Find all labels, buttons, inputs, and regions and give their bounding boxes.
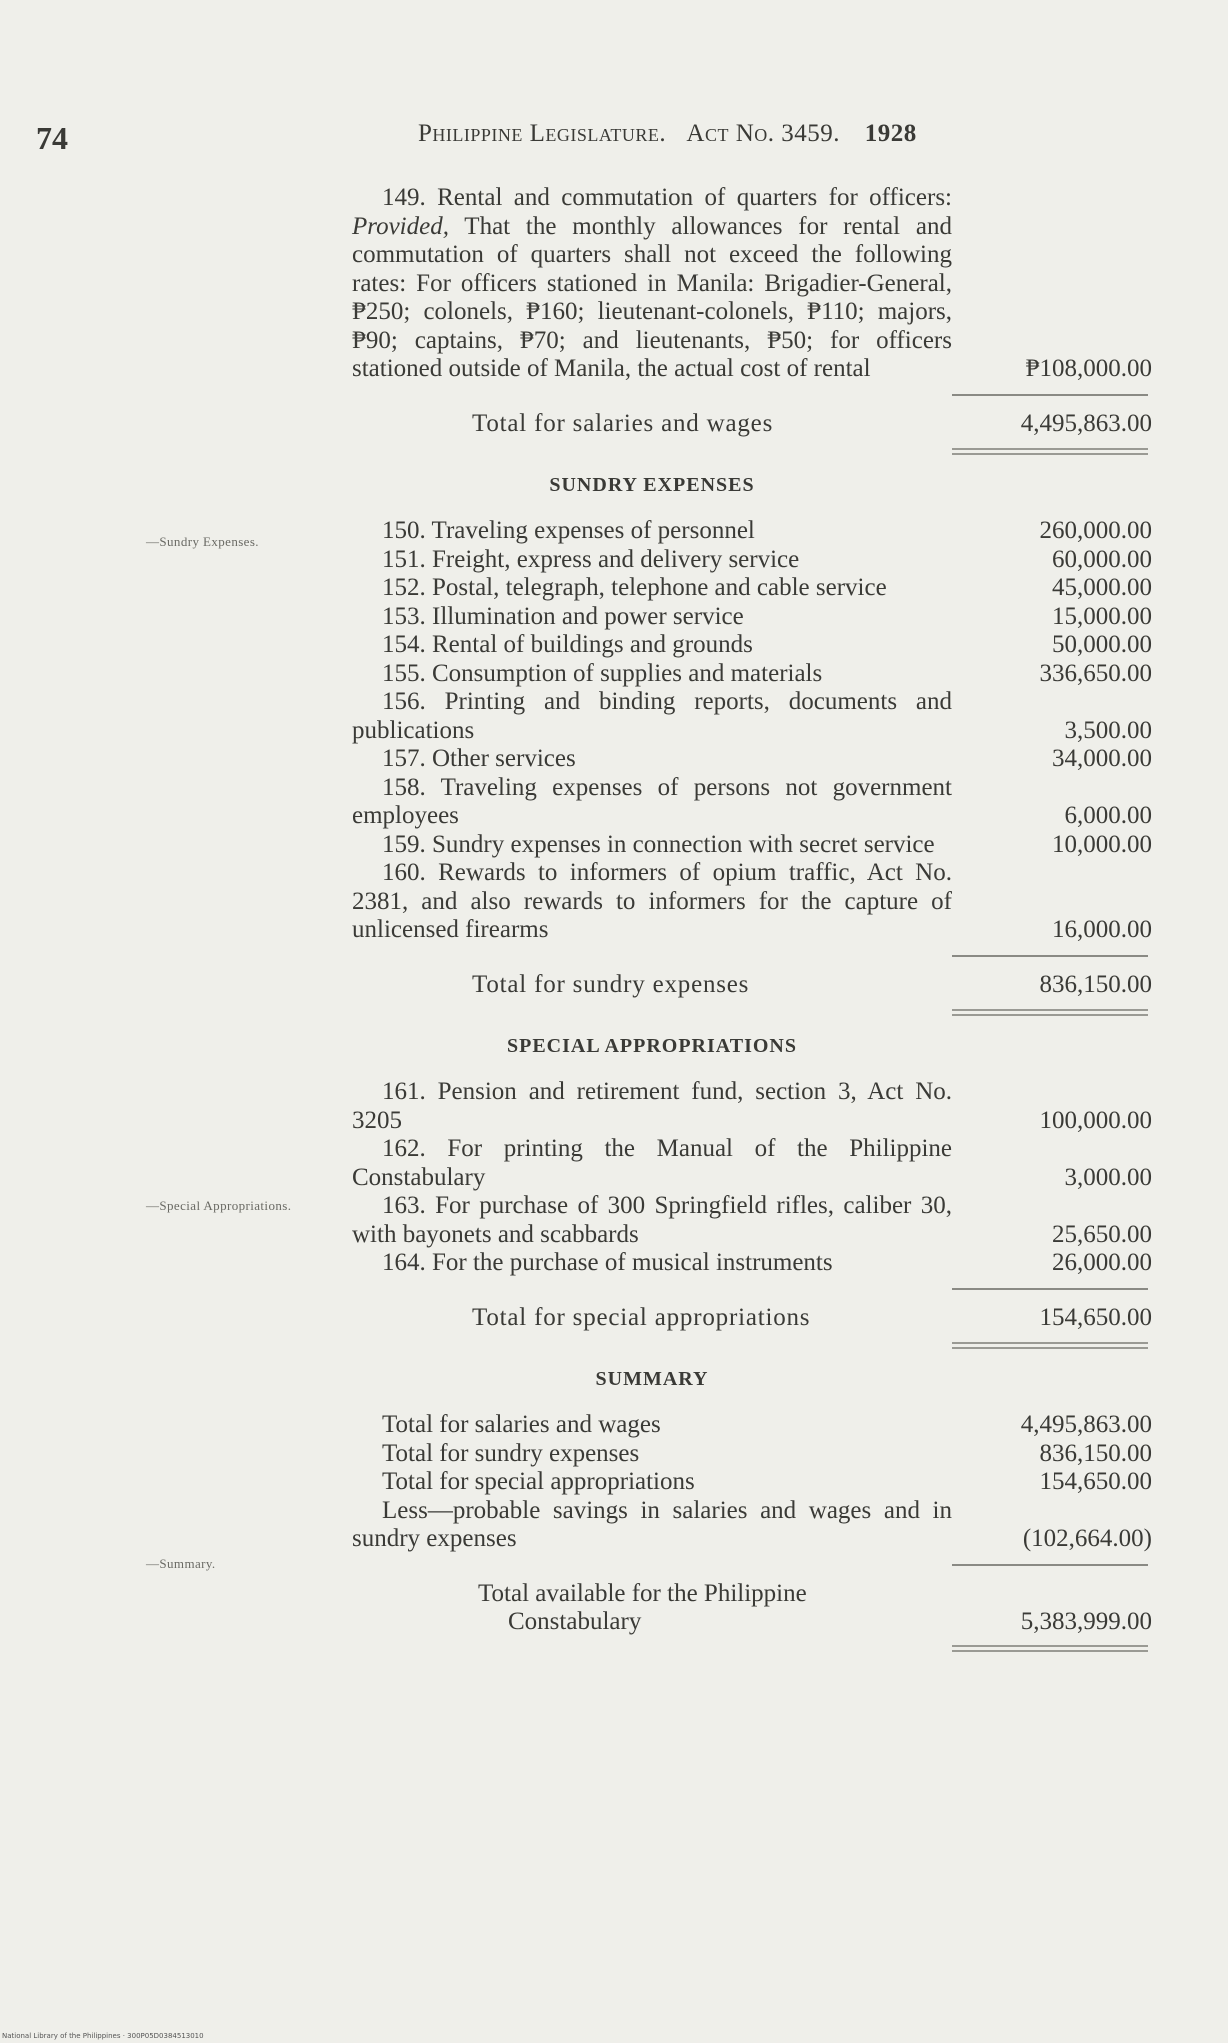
total-sundry-label: Total for sundry expenses bbox=[472, 970, 750, 998]
rule bbox=[952, 955, 1148, 957]
summary-item-text: Less—probable savings in salaries and wages and in sundry expenses bbox=[352, 1496, 952, 1552]
sundry-items bbox=[352, 517, 1152, 945]
rule bbox=[952, 394, 1148, 396]
special-heading: SPECIAL APPROPRIATIONS bbox=[506, 1034, 797, 1057]
sundry-item-amount: 50,000.00 bbox=[1052, 631, 1152, 658]
special-item-text: 162. For printing the Manual of the Philippine Constabulary bbox=[352, 1135, 952, 1191]
special-item-amount: 100,000.00 bbox=[1039, 1106, 1152, 1134]
summary-item bbox=[352, 1497, 1152, 1554]
sundry-item-amount: 15,000.00 bbox=[1052, 602, 1152, 630]
summary-item-amount: 154,650.00 bbox=[1039, 1468, 1152, 1495]
summary-item bbox=[352, 1468, 1152, 1497]
summary-heading: SUMMARY bbox=[595, 1367, 709, 1390]
total-special-label: Total for special appropriations bbox=[472, 1303, 811, 1331]
total-special-amount: 154,650.00 bbox=[1039, 1303, 1152, 1331]
sundry-heading: SUNDRY EXPENSES bbox=[549, 473, 755, 496]
rule bbox=[952, 1564, 1148, 1566]
double-rule bbox=[952, 1009, 1148, 1016]
sundry-item bbox=[352, 774, 1152, 831]
rule bbox=[952, 1288, 1148, 1290]
sundry-item-text: 156. Printing and binding reports, documents and publications bbox=[352, 688, 952, 744]
sundry-item-text: 150. Traveling expenses of personnel bbox=[382, 517, 755, 544]
margin-note-special: —Special Appropriations. bbox=[146, 1198, 292, 1213]
sundry-item bbox=[352, 660, 1152, 689]
special-item-text: 164. For the purchase of musical instruments bbox=[382, 1249, 833, 1276]
total-sundry-line bbox=[352, 971, 1152, 1001]
special-item-text: 161. Pension and retirement fund, section 3, Act No. 3205 bbox=[352, 1078, 952, 1134]
running-head bbox=[418, 120, 1078, 148]
double-rule bbox=[952, 1342, 1148, 1349]
summary-item-amount: (102,664.00) bbox=[1022, 1525, 1152, 1552]
item-149-amount: ₱108,000.00 bbox=[1025, 355, 1152, 382]
page-number: 74 bbox=[36, 120, 68, 156]
total-salaries-line bbox=[352, 410, 1152, 440]
summary-item bbox=[352, 1411, 1152, 1440]
sundry-item-amount: 260,000.00 bbox=[1039, 517, 1152, 544]
sundry-item-amount: 3,500.00 bbox=[1064, 716, 1152, 744]
sundry-item bbox=[352, 574, 1152, 603]
special-item-amount: 25,650.00 bbox=[1052, 1220, 1152, 1248]
sundry-item-amount: 10,000.00 bbox=[1052, 830, 1152, 858]
sundry-item-amount: 34,000.00 bbox=[1052, 745, 1152, 772]
special-item-amount: 3,000.00 bbox=[1064, 1163, 1152, 1191]
sundry-item bbox=[352, 631, 1152, 660]
total-special-line bbox=[352, 1304, 1152, 1334]
special-item-amount: 26,000.00 bbox=[1052, 1249, 1152, 1276]
sundry-item-text: 153. Illumination and power service bbox=[382, 602, 744, 630]
total-salaries-amount: 4,495,863.00 bbox=[1020, 409, 1152, 437]
running-head-act: Act No. 3459. bbox=[686, 120, 841, 147]
final-total-label-line2: Constabulary bbox=[508, 1608, 642, 1635]
double-rule bbox=[952, 1645, 1148, 1652]
double-rule bbox=[952, 448, 1148, 455]
sundry-item bbox=[352, 688, 1152, 745]
total-sundry-amount: 836,150.00 bbox=[1039, 970, 1152, 998]
sundry-item-text: 158. Traveling expenses of persons not government employees bbox=[352, 773, 952, 829]
sundry-item-text: 160. Rewards to informers of opium traffic, Act No. 2381, and also rewards to informers for the capture of unlicensed firearms bbox=[352, 859, 952, 943]
special-item bbox=[352, 1078, 1152, 1135]
appropriations-body bbox=[352, 184, 1152, 1652]
sundry-item-text: 155. Consumption of supplies and materials bbox=[382, 659, 823, 687]
item-149 bbox=[352, 184, 1152, 384]
sundry-item-amount: 60,000.00 bbox=[1052, 545, 1152, 573]
sundry-item-text: 157. Other services bbox=[382, 745, 576, 772]
total-salaries-label: Total for salaries and wages bbox=[472, 409, 774, 437]
sundry-item-amount: 6,000.00 bbox=[1064, 802, 1152, 829]
special-item bbox=[352, 1192, 1152, 1249]
sundry-item-amount: 336,650.00 bbox=[1039, 659, 1152, 687]
sundry-item bbox=[352, 831, 1152, 860]
summary-item-text: Total for salaries and wages bbox=[382, 1411, 661, 1438]
running-head-year: 1928 bbox=[864, 120, 917, 147]
sundry-item-amount: 16,000.00 bbox=[1052, 916, 1152, 943]
sundry-item-text: 159. Sundry expenses in connection with secret service bbox=[382, 830, 935, 858]
special-item-text: 163. For purchase of 300 Springfield rifles, caliber 30, with bayonets and scabbards bbox=[352, 1192, 952, 1248]
sundry-item bbox=[352, 745, 1152, 774]
sundry-item-text: 154. Rental of buildings and grounds bbox=[382, 631, 753, 658]
final-total-label-line1: Total available for the Philippine bbox=[478, 1579, 807, 1607]
sundry-item-text: 152. Postal, telegraph, telephone and cable service bbox=[382, 574, 887, 601]
special-item bbox=[352, 1135, 1152, 1192]
sundry-item bbox=[352, 859, 1152, 945]
summary-item bbox=[352, 1440, 1152, 1469]
sundry-item-amount: 45,000.00 bbox=[1052, 574, 1152, 601]
scan-credit: National Library of the Philippines · 300P05D0384513010 bbox=[2, 2032, 204, 2040]
margin-note-sundry: —Sundry Expenses. bbox=[146, 534, 259, 549]
sundry-item-text: 151. Freight, express and delivery service bbox=[382, 545, 800, 573]
summary-item-amount: 836,150.00 bbox=[1039, 1439, 1152, 1467]
running-head-legislature: Philippine Legislature. bbox=[418, 120, 667, 147]
margin-note-summary: —Summary. bbox=[146, 1556, 216, 1571]
summary-items bbox=[352, 1411, 1152, 1554]
item-149-text: 149. Rental and commutation of quarters for officers: Provided, That the monthly allowances for rental and commutation of quarters shall not exceed the following rates: For officers stationed in Manila: Brigadier-General, ₱250; colonels, ₱160; lieutenant-colonels, ₱110; majors, ₱90; captains, ₱70; and lieutenants, ₱50; for officers stationed outside of Manila, the actual cost of rental bbox=[352, 184, 952, 382]
special-items bbox=[352, 1078, 1152, 1278]
sundry-item bbox=[352, 546, 1152, 575]
final-total bbox=[352, 1580, 1152, 1637]
summary-item-text: Total for sundry expenses bbox=[382, 1439, 640, 1467]
special-item bbox=[352, 1249, 1152, 1278]
sundry-item bbox=[352, 517, 1152, 546]
summary-item-text: Total for special appropriations bbox=[382, 1468, 695, 1495]
sundry-item bbox=[352, 603, 1152, 632]
final-total-amount: 5,383,999.00 bbox=[1020, 1608, 1152, 1635]
summary-item-amount: 4,495,863.00 bbox=[1020, 1411, 1152, 1438]
